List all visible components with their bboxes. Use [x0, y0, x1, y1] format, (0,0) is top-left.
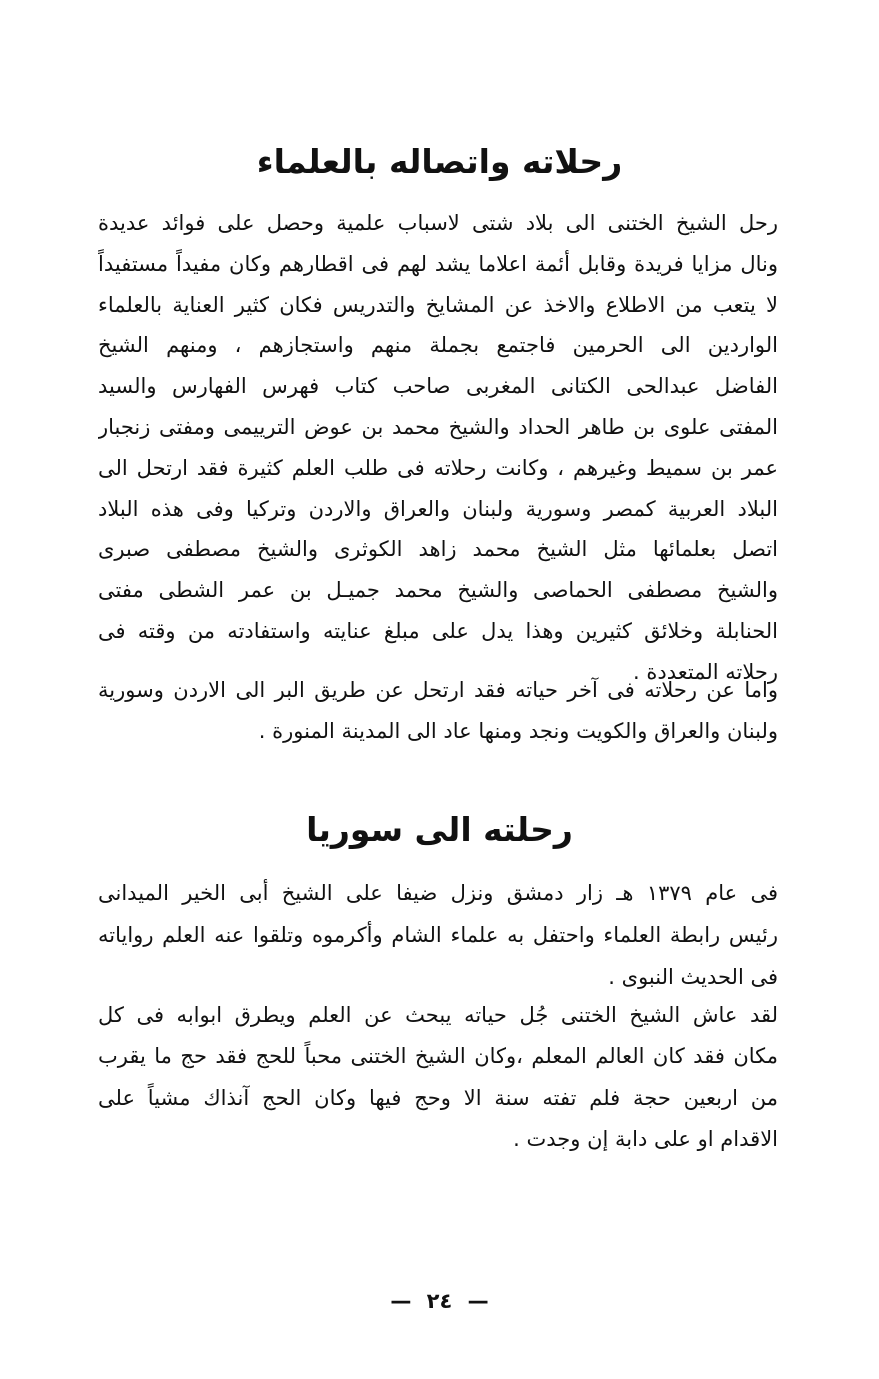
text-line: عمر بن سميط وغيرهم ، وكانت رحلاته فى طلب العلم كثيرة فقد ارتحل الى — [98, 455, 778, 480]
section-title-travels: رحلاته واتصاله بالعلماء — [256, 142, 623, 181]
text-line: رحلاته المتعددة . — [632, 659, 778, 684]
text-line: مكان فقد كان العالم المعلم ،وكان الشيخ الختنى محباً للحج فقد حج ما يقرب — [98, 1044, 778, 1069]
paragraph-late-travels — [98, 670, 778, 752]
text-line: فى عام ١٣٧٩ هـ زار دمشق ونزل ضيفا على الشيخ أبى الخير الميدانى — [98, 881, 778, 905]
text-line: الواردين الى الحرمين فاجتمع بجملة منهم واستجازهم ، ومنهم الشيخ — [98, 333, 778, 358]
text-line: ونال مزايا فريدة وقابل أئمة اعلاما يشد لهم فى اقطارهم وكان مفيداً مستفيداً — [98, 251, 778, 276]
text-line: لا يتعب من الاطلاع والاخذ عن المشايخ والتدريس فكان كثير العناية بالعلماء — [98, 292, 778, 317]
section-title-syria: رحلته الى سوريا — [306, 810, 573, 849]
paragraph-syria-visit — [98, 872, 778, 998]
text-line: رئيس رابطة العلماء واحتفل به علماء الشام وأكرموه وتلقوا عنه العلم رواياته — [98, 923, 778, 947]
page-number-footer — [0, 1286, 879, 1316]
page-number: ٢٤ — [426, 1289, 453, 1313]
text-line: رحل الشيخ الختنى الى بلاد شتى لاسباب علمية وحصل على فوائد عديدة — [98, 211, 778, 235]
text-line: والشيخ مصطفى الحماصى والشيخ محمد جميـل بن عمر الشطى مفتى — [98, 578, 778, 603]
text-line: البلاد العربية كمصر وسورية ولبنان والعراق والاردن وتركيا وفى هذه البلاد — [98, 496, 778, 521]
text-line: الفاضل عبدالحى الكتانى المغربى صاحب كتاب فهرس الفهارس والسيد — [98, 374, 778, 399]
footer-dash-right: — — [467, 1289, 489, 1313]
paragraph-travels — [98, 203, 778, 693]
text-line: من اربعين حجة فلم تفته سنة الا وحج فيها وكان الحج آنذاك مشياً على — [98, 1085, 778, 1110]
text-line: اتصل بعلمائها مثل الشيخ محمد زاهد الكوثرى والشيخ مصطفى صبرى — [98, 537, 778, 562]
footer-dash-left: — — [390, 1289, 412, 1313]
text-line: لقد عاش الشيخ الختنى جُل حياته يبحث عن العلم ويطرق ابوابه فى كل — [98, 1003, 778, 1027]
text-line: فى الحديث النبوى . — [608, 965, 778, 989]
text-line: ولبنان والعراق والكويت ونجد ومنها عاد الى المدينة المنورة . — [258, 719, 778, 743]
paragraph-hajj — [98, 995, 778, 1160]
text-line: الاقدام او على دابة إن وجدت . — [513, 1126, 778, 1151]
text-line: المفتى علوى بن طاهر الحداد والشيخ محمد بن عوض الترييمى ومفتى زنجبار — [98, 414, 778, 439]
text-line: واما عن رحلاته فى آخر حياته فقد ارتحل عن طريق البر الى الاردن وسورية — [98, 678, 778, 702]
text-line: الحنابلة وخلائق كثيرين وهذا يدل على مبلغ عنايته واستفادته من وقته فى — [98, 618, 778, 643]
